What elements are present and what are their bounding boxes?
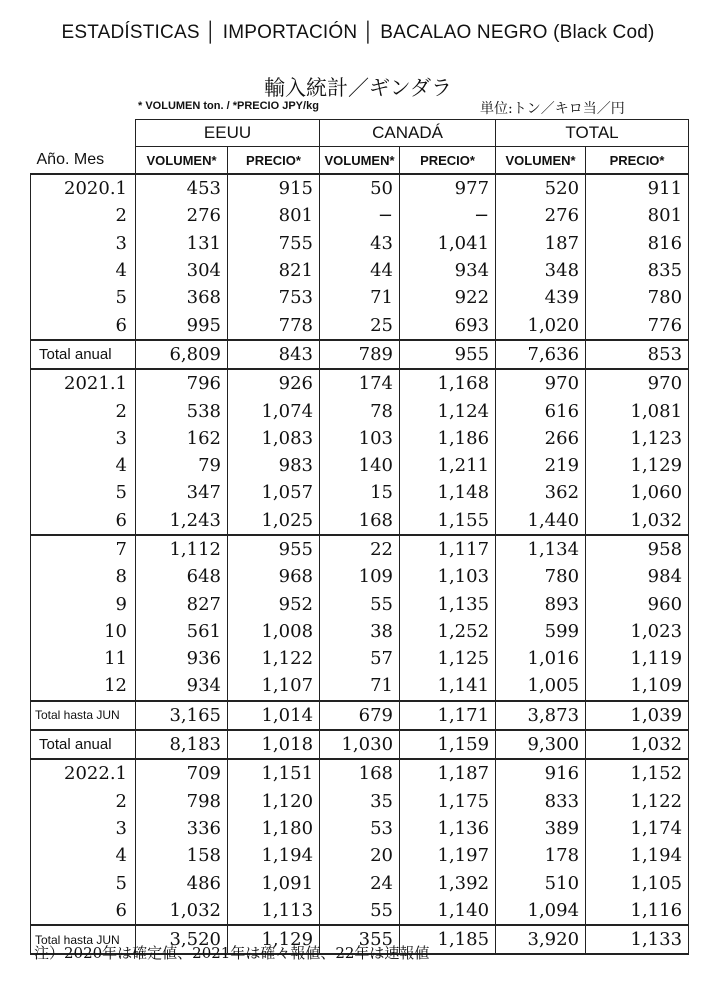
col-header-volumen-total: VOLUMEN* — [496, 147, 586, 175]
row-label: Total anual — [31, 730, 136, 759]
cell-volumen-eeuu: 79 — [136, 452, 228, 479]
cell-volumen-canada: 168 — [320, 507, 400, 535]
cell-precio-canada: 1,148 — [400, 479, 496, 506]
cell-precio-canada: 1,168 — [400, 369, 496, 397]
cell-volumen-canada: 22 — [320, 535, 400, 563]
cell-precio-total: 780 — [586, 284, 689, 311]
footnote: 注）2020年は確定値、2021年は確々報値、22年は速報値 — [34, 944, 430, 962]
sub-header-row — [31, 147, 689, 175]
row-label: 9 — [31, 590, 136, 617]
cell-volumen-total: 276 — [496, 202, 586, 229]
cell-precio-total: 1,152 — [586, 759, 689, 787]
table-row — [31, 842, 689, 869]
cell-precio-eeuu: 1,113 — [228, 897, 320, 925]
cell-precio-eeuu: 915 — [228, 174, 320, 202]
table-row — [31, 369, 689, 397]
row-label: 2021.1 — [31, 369, 136, 397]
cell-volumen-total: 916 — [496, 759, 586, 787]
col-header-precio-eeuu: PRECIO* — [228, 147, 320, 175]
cell-volumen-total: 520 — [496, 174, 586, 202]
cell-precio-canada: 922 — [400, 284, 496, 311]
group-header-canada: CANADÁ — [320, 120, 496, 147]
cell-volumen-total: 1,440 — [496, 507, 586, 535]
cell-precio-canada: 1,041 — [400, 230, 496, 257]
cell-volumen-canada: 109 — [320, 563, 400, 590]
row-label: 6 — [31, 311, 136, 339]
cell-volumen-canada: 140 — [320, 452, 400, 479]
cell-precio-total: 1,129 — [586, 452, 689, 479]
cell-precio-eeuu: 1,014 — [228, 701, 320, 730]
cell-precio-eeuu: 968 — [228, 563, 320, 590]
cell-precio-total: 835 — [586, 257, 689, 284]
cell-volumen-canada: 53 — [320, 815, 400, 842]
cell-precio-eeuu: 1,025 — [228, 507, 320, 535]
col-header-volumen-eeuu: VOLUMEN* — [136, 147, 228, 175]
cell-precio-total: 1,032 — [586, 730, 689, 759]
cell-volumen-eeuu: 336 — [136, 815, 228, 842]
cell-precio-total: 970 — [586, 369, 689, 397]
row-label: 3 — [31, 425, 136, 452]
table-row — [31, 174, 689, 202]
cell-precio-canada: 1,159 — [400, 730, 496, 759]
cell-precio-total: 1,174 — [586, 815, 689, 842]
row-label: 10 — [31, 618, 136, 645]
cell-volumen-canada: 71 — [320, 284, 400, 311]
cell-precio-total: 1,060 — [586, 479, 689, 506]
cell-volumen-canada: 355 — [320, 925, 400, 954]
cell-precio-total: 801 — [586, 202, 689, 229]
table-row — [31, 730, 689, 759]
cell-precio-canada: 1,211 — [400, 452, 496, 479]
table-row — [31, 759, 689, 787]
cell-volumen-total: 178 — [496, 842, 586, 869]
table-row — [31, 425, 689, 452]
cell-volumen-total: 510 — [496, 869, 586, 896]
col-header-volumen-canada: VOLUMEN* — [320, 147, 400, 175]
row-label: 4 — [31, 842, 136, 869]
cell-volumen-eeuu: 936 — [136, 645, 228, 672]
cell-volumen-eeuu: 131 — [136, 230, 228, 257]
japanese-title: 輸入統計／ギンダラ — [264, 76, 452, 100]
table-row — [31, 397, 689, 424]
cell-volumen-eeuu: 276 — [136, 202, 228, 229]
cell-volumen-eeuu: 798 — [136, 788, 228, 815]
group-header-row — [31, 120, 689, 147]
cell-volumen-eeuu: 3,520 — [136, 925, 228, 954]
cell-volumen-total: 389 — [496, 815, 586, 842]
cell-volumen-total: 3,873 — [496, 701, 586, 730]
cell-volumen-total: 9,300 — [496, 730, 586, 759]
cell-precio-eeuu: 753 — [228, 284, 320, 311]
cell-precio-eeuu: 1,122 — [228, 645, 320, 672]
row-header-label: Año. Mes — [36, 150, 105, 168]
cell-volumen-canada: 44 — [320, 257, 400, 284]
cell-precio-eeuu: 843 — [228, 340, 320, 369]
table-row — [31, 788, 689, 815]
cell-precio-eeuu: 1,083 — [228, 425, 320, 452]
cell-precio-total: 1,039 — [586, 701, 689, 730]
cell-precio-total: 1,116 — [586, 897, 689, 925]
cell-precio-eeuu: 1,091 — [228, 869, 320, 896]
cell-volumen-total: 439 — [496, 284, 586, 311]
cell-precio-total: 1,081 — [586, 397, 689, 424]
units-note: * VOLUMEN ton. / *PRECIO JPY/kg — [138, 100, 319, 112]
cell-precio-eeuu: 983 — [228, 452, 320, 479]
row-label: 5 — [31, 479, 136, 506]
cell-precio-canada: 1,136 — [400, 815, 496, 842]
cell-volumen-total: 970 — [496, 369, 586, 397]
cell-precio-canada: 1,392 — [400, 869, 496, 896]
row-label: 2 — [31, 202, 136, 229]
cell-precio-total: 1,122 — [586, 788, 689, 815]
cell-precio-total: 958 — [586, 535, 689, 563]
cell-volumen-eeuu: 347 — [136, 479, 228, 506]
cell-volumen-canada: 1,030 — [320, 730, 400, 759]
cell-volumen-total: 616 — [496, 397, 586, 424]
table-row — [31, 452, 689, 479]
table-row — [31, 897, 689, 925]
cell-volumen-total: 1,020 — [496, 311, 586, 339]
cell-volumen-canada: 174 — [320, 369, 400, 397]
table-body — [31, 174, 689, 954]
cell-precio-total: 1,023 — [586, 618, 689, 645]
row-label: 6 — [31, 507, 136, 535]
cell-precio-canada: 1,124 — [400, 397, 496, 424]
row-label: 8 — [31, 563, 136, 590]
cell-precio-canada: 1,197 — [400, 842, 496, 869]
cell-volumen-eeuu: 827 — [136, 590, 228, 617]
cell-precio-total: 1,119 — [586, 645, 689, 672]
cell-precio-canada: 934 — [400, 257, 496, 284]
cell-volumen-canada: 38 — [320, 618, 400, 645]
cell-volumen-canada: 55 — [320, 897, 400, 925]
cell-volumen-canada: 24 — [320, 869, 400, 896]
cell-precio-canada: 1,103 — [400, 563, 496, 590]
cell-precio-total: 776 — [586, 311, 689, 339]
cell-volumen-canada: 25 — [320, 311, 400, 339]
col-header-precio-total: PRECIO* — [586, 147, 689, 175]
cell-precio-canada: 955 — [400, 340, 496, 369]
cell-precio-canada: 1,155 — [400, 507, 496, 535]
cell-volumen-total: 348 — [496, 257, 586, 284]
cell-volumen-eeuu: 934 — [136, 672, 228, 700]
row-label: 5 — [31, 284, 136, 311]
cell-precio-total: 1,133 — [586, 925, 689, 954]
table-row — [31, 672, 689, 700]
cell-volumen-eeuu: 796 — [136, 369, 228, 397]
cell-volumen-canada: 43 — [320, 230, 400, 257]
cell-volumen-total: 1,016 — [496, 645, 586, 672]
cell-precio-eeuu: 1,018 — [228, 730, 320, 759]
cell-volumen-eeuu: 368 — [136, 284, 228, 311]
units-note-japanese: 単位:トン／キロ当／円 — [480, 101, 625, 117]
cell-volumen-total: 1,005 — [496, 672, 586, 700]
row-label: 12 — [31, 672, 136, 700]
row-label: 4 — [31, 452, 136, 479]
table-row — [31, 618, 689, 645]
cell-precio-canada: 1,135 — [400, 590, 496, 617]
cell-volumen-canada: 789 — [320, 340, 400, 369]
cell-precio-total: 1,123 — [586, 425, 689, 452]
cell-precio-canada: 1,186 — [400, 425, 496, 452]
cell-volumen-total: 7,636 — [496, 340, 586, 369]
row-label: 2 — [31, 397, 136, 424]
cell-precio-total: 960 — [586, 590, 689, 617]
cell-volumen-eeuu: 486 — [136, 869, 228, 896]
cell-precio-total: 853 — [586, 340, 689, 369]
cell-precio-eeuu: 1,107 — [228, 672, 320, 700]
table-row — [31, 202, 689, 229]
cell-precio-total: 984 — [586, 563, 689, 590]
row-label: Total hasta JUN — [31, 701, 136, 730]
cell-precio-eeuu: 1,057 — [228, 479, 320, 506]
cell-precio-total: 1,105 — [586, 869, 689, 896]
cell-precio-canada: 977 — [400, 174, 496, 202]
cell-volumen-eeuu: 1,032 — [136, 897, 228, 925]
cell-volumen-total: 599 — [496, 618, 586, 645]
table-row — [31, 340, 689, 369]
row-label: 2 — [31, 788, 136, 815]
cell-precio-canada: 1,141 — [400, 672, 496, 700]
table-row — [31, 230, 689, 257]
cell-volumen-canada: 168 — [320, 759, 400, 787]
cell-volumen-eeuu: 561 — [136, 618, 228, 645]
row-label: 7 — [31, 535, 136, 563]
import-statistics-table — [30, 119, 689, 955]
corner-cell — [31, 120, 136, 147]
cell-volumen-eeuu: 3,165 — [136, 701, 228, 730]
cell-precio-canada: 1,171 — [400, 701, 496, 730]
table-row — [31, 257, 689, 284]
row-label: 3 — [31, 815, 136, 842]
cell-volumen-eeuu: 304 — [136, 257, 228, 284]
cell-volumen-total: 3,920 — [496, 925, 586, 954]
group-header-eeuu: EEUU — [136, 120, 320, 147]
row-label: Total hasta JUN — [31, 925, 136, 954]
table-row — [31, 815, 689, 842]
table-row — [31, 563, 689, 590]
cell-volumen-eeuu: 1,112 — [136, 535, 228, 563]
cell-volumen-total: 362 — [496, 479, 586, 506]
cell-volumen-canada: 57 — [320, 645, 400, 672]
cell-precio-canada: 1,140 — [400, 897, 496, 925]
cell-volumen-total: 1,094 — [496, 897, 586, 925]
table-row — [31, 869, 689, 896]
cell-precio-eeuu: 1,120 — [228, 788, 320, 815]
cell-precio-canada: 693 — [400, 311, 496, 339]
cell-volumen-eeuu: 1,243 — [136, 507, 228, 535]
cell-precio-eeuu: 801 — [228, 202, 320, 229]
cell-precio-canada: 1,187 — [400, 759, 496, 787]
row-label: 6 — [31, 897, 136, 925]
row-label: 3 — [31, 230, 136, 257]
page-title: ESTADÍSTICAS │ IMPORTACIÓN │ BACALAO NEGRO (Black Cod) — [61, 22, 655, 43]
cell-volumen-total: 1,134 — [496, 535, 586, 563]
cell-precio-eeuu: 1,074 — [228, 397, 320, 424]
cell-volumen-eeuu: 158 — [136, 842, 228, 869]
table-row — [31, 535, 689, 563]
table-row — [31, 590, 689, 617]
cell-volumen-eeuu: 709 — [136, 759, 228, 787]
cell-precio-canada: 1,175 — [400, 788, 496, 815]
row-label: Total anual — [31, 340, 136, 369]
cell-precio-canada: 1,125 — [400, 645, 496, 672]
cell-volumen-total: 187 — [496, 230, 586, 257]
cell-precio-eeuu: 1,151 — [228, 759, 320, 787]
cell-volumen-eeuu: 8,183 — [136, 730, 228, 759]
cell-precio-total: 1,032 — [586, 507, 689, 535]
cell-precio-canada: 1,185 — [400, 925, 496, 954]
cell-volumen-total: 266 — [496, 425, 586, 452]
cell-precio-eeuu: 952 — [228, 590, 320, 617]
cell-volumen-eeuu: 6,809 — [136, 340, 228, 369]
cell-precio-total: 1,109 — [586, 672, 689, 700]
cell-volumen-total: 780 — [496, 563, 586, 590]
cell-precio-eeuu: 1,194 — [228, 842, 320, 869]
cell-precio-canada: 1,117 — [400, 535, 496, 563]
cell-precio-eeuu: 926 — [228, 369, 320, 397]
cell-volumen-canada: − — [320, 202, 400, 229]
cell-precio-eeuu: 955 — [228, 535, 320, 563]
cell-precio-canada: − — [400, 202, 496, 229]
group-header-total: TOTAL — [496, 120, 689, 147]
cell-volumen-canada: 35 — [320, 788, 400, 815]
cell-volumen-canada: 15 — [320, 479, 400, 506]
cell-precio-eeuu: 1,129 — [228, 925, 320, 954]
table-row — [31, 645, 689, 672]
cell-precio-eeuu: 821 — [228, 257, 320, 284]
cell-volumen-canada: 50 — [320, 174, 400, 202]
table-row — [31, 507, 689, 535]
cell-precio-eeuu: 1,180 — [228, 815, 320, 842]
cell-precio-eeuu: 755 — [228, 230, 320, 257]
cell-volumen-eeuu: 538 — [136, 397, 228, 424]
row-label: 11 — [31, 645, 136, 672]
cell-volumen-canada: 55 — [320, 590, 400, 617]
cell-precio-total: 1,194 — [586, 842, 689, 869]
cell-precio-eeuu: 1,008 — [228, 618, 320, 645]
cell-volumen-total: 833 — [496, 788, 586, 815]
cell-volumen-eeuu: 162 — [136, 425, 228, 452]
cell-volumen-canada: 679 — [320, 701, 400, 730]
col-header-precio-canada: PRECIO* — [400, 147, 496, 175]
cell-precio-canada: 1,252 — [400, 618, 496, 645]
row-label: 2022.1 — [31, 759, 136, 787]
cell-precio-total: 816 — [586, 230, 689, 257]
cell-volumen-canada: 71 — [320, 672, 400, 700]
row-label: 4 — [31, 257, 136, 284]
cell-volumen-total: 219 — [496, 452, 586, 479]
table-row — [31, 284, 689, 311]
cell-volumen-eeuu: 648 — [136, 563, 228, 590]
cell-volumen-canada: 78 — [320, 397, 400, 424]
cell-volumen-canada: 20 — [320, 842, 400, 869]
table-row — [31, 479, 689, 506]
cell-precio-eeuu: 778 — [228, 311, 320, 339]
cell-volumen-canada: 103 — [320, 425, 400, 452]
cell-volumen-eeuu: 453 — [136, 174, 228, 202]
table-row — [31, 311, 689, 339]
table-row — [31, 701, 689, 730]
row-label: 5 — [31, 869, 136, 896]
cell-precio-total: 911 — [586, 174, 689, 202]
row-label: 2020.1 — [31, 174, 136, 202]
cell-volumen-eeuu: 995 — [136, 311, 228, 339]
cell-volumen-total: 893 — [496, 590, 586, 617]
